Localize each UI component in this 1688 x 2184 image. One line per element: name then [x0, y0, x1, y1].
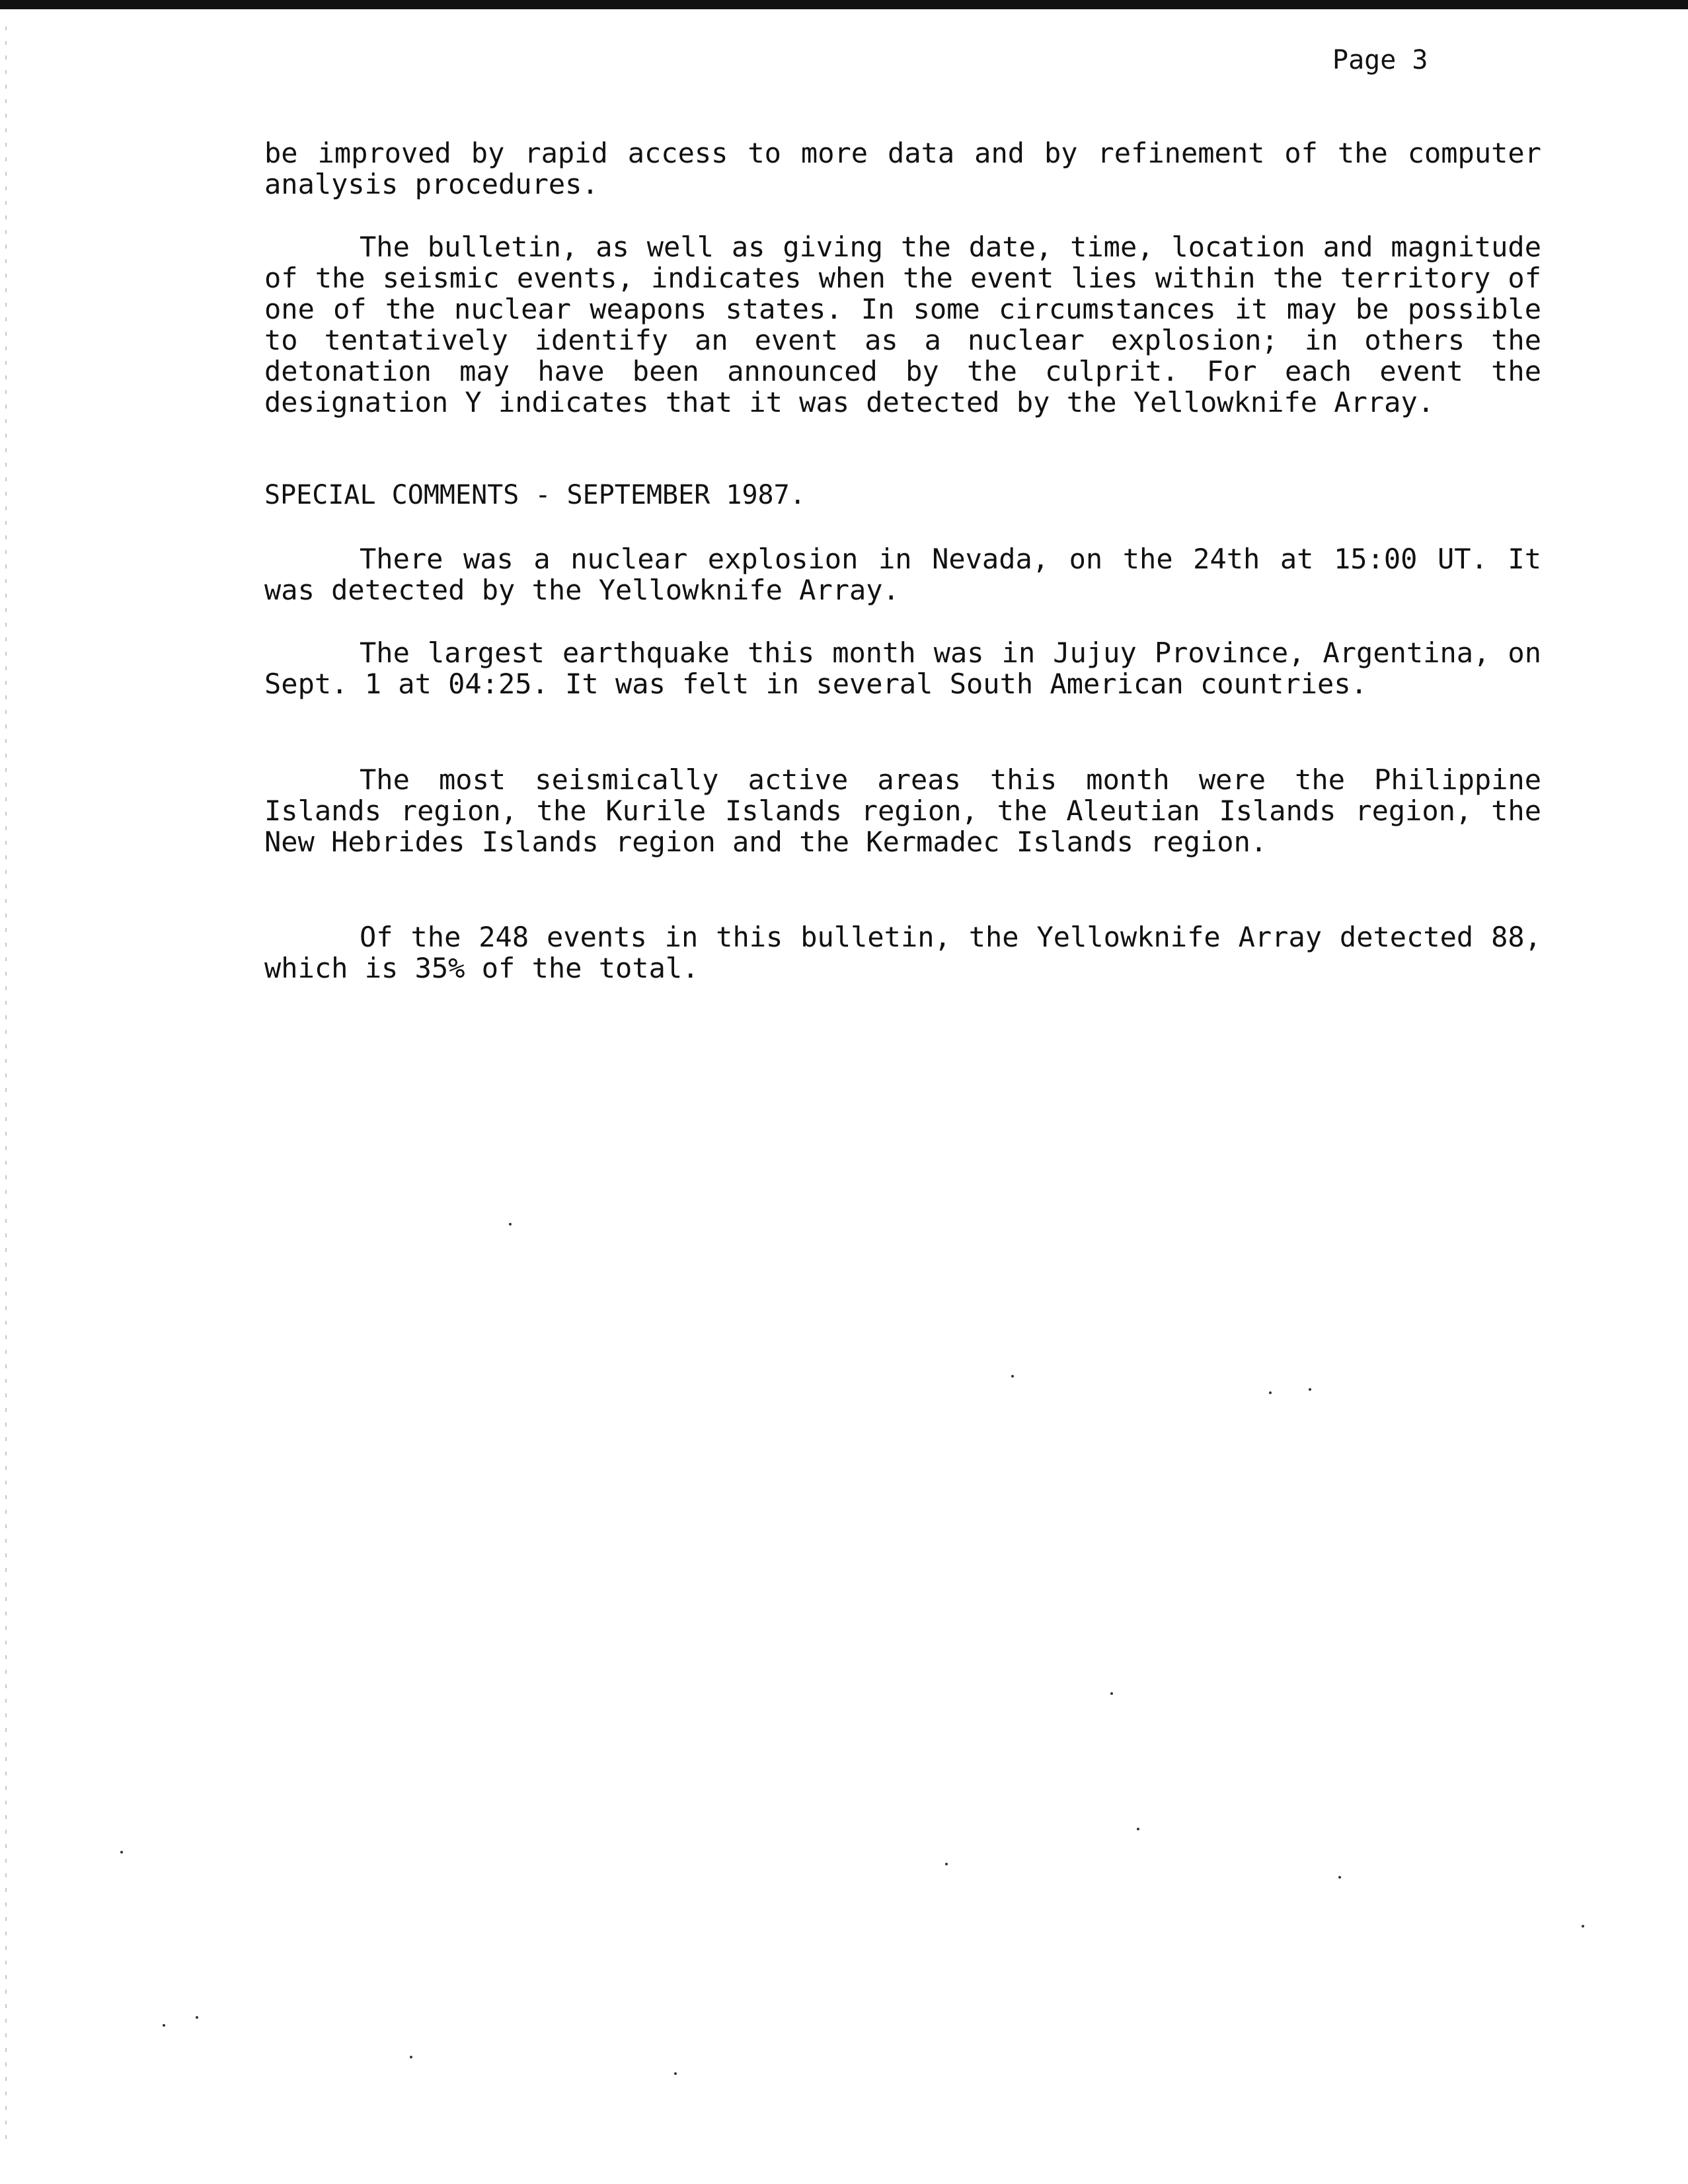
- scan-speck: [410, 2056, 412, 2058]
- paragraph-nuclear-explosion: There was a nuclear explosion in Nevada, on the 24th at 15:00 UT. It was detected by the Yellowknife Array.: [264, 543, 1541, 606]
- scan-speck: [163, 2024, 165, 2027]
- scan-speck: [674, 2072, 677, 2075]
- paragraph-active-areas: The most seismically active areas this month were the Philippine Islands region, the Kurile Islands region, the Aleutian Islands region, the New Hebrides Islands region and the Kermadec Islands region.: [264, 763, 1541, 858]
- scan-speck: [1269, 1391, 1272, 1394]
- left-edge-scan-mark: [5, 26, 7, 2142]
- scan-speck: [1011, 1375, 1014, 1378]
- paragraph-detection-summary: Of the 248 events in this bulletin, the Yellowknife Array detected 88, which is 35% of the total.: [264, 921, 1541, 984]
- scan-speck: [1309, 1388, 1311, 1391]
- scan-speck: [509, 1223, 512, 1226]
- scan-speck: [196, 2016, 198, 2019]
- paragraph-bulletin-description: The bulletin, as well as giving the date, time, location and magnitude of the seismic events, indicates when the event lies within the territory of one of the nuclear weapons states. In some circumstances it may be possible to tentatively identify an event as a nuclear explosion; in others the detonation may have been announced by the culprit. For each event the designation Y indicates that it was detected by the Yellowknife Array.: [264, 231, 1541, 418]
- page-number: Page 3: [1332, 45, 1428, 75]
- scan-speck: [1110, 1692, 1113, 1695]
- scan-speck: [1338, 1876, 1341, 1879]
- section-heading: SPECIAL COMMENTS - SEPTEMBER 1987.: [264, 480, 806, 510]
- scan-speck: [120, 1851, 123, 1853]
- scan-speck: [945, 1863, 948, 1865]
- paragraph-continuation: be improved by rapid access to more data and by refinement of the computer analysis procedures.: [264, 137, 1541, 200]
- scan-speck: [1582, 1925, 1584, 1928]
- scan-speck: [1137, 1828, 1139, 1830]
- top-border-rule: [0, 0, 1688, 9]
- paragraph-largest-earthquake: The largest earthquake this month was in Jujuy Province, Argentina, on Sept. 1 at 04:25. It was felt in several South American countries.: [264, 637, 1541, 700]
